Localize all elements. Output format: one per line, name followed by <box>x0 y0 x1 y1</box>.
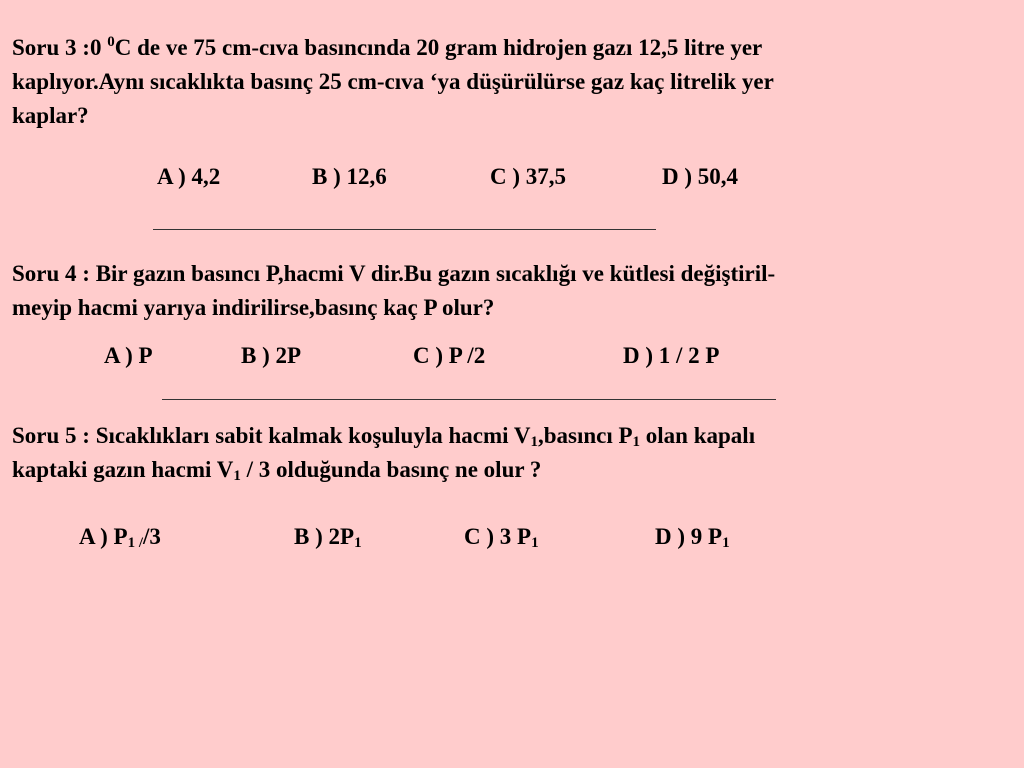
option-d[interactable]: D ) 1 / 2 P <box>623 343 720 368</box>
subscript: 1 <box>722 535 730 551</box>
option-d[interactable] <box>655 522 730 552</box>
option-b[interactable]: B ) 2P <box>241 343 302 368</box>
question-5-text-1b: ,basıncı P <box>537 423 633 448</box>
question-5-text-2a: kaptaki gazın hacmi V <box>12 457 234 482</box>
option-a[interactable]: A ) P <box>104 343 153 368</box>
question-4 <box>12 257 1012 325</box>
option-b[interactable]: B ) 12,6 <box>312 164 387 189</box>
option-a-text: A ) P <box>79 524 128 549</box>
option-d[interactable]: D ) 50,4 <box>662 164 739 189</box>
subscript: 1 <box>354 535 362 551</box>
subscript: 1 <box>531 535 539 551</box>
question-4-line-2: meyip hacmi yarıya indirilirse,basınç kaç P olur? <box>12 295 495 320</box>
question-3-line-2: kaplıyor.Aynı sıcaklıkta basınç 25 cm-cıva ‘ya düşürülürse gaz kaç litrelik yer <box>12 69 774 94</box>
option-b-text: B ) 2P <box>294 524 355 549</box>
option-c[interactable]: C ) 37,5 <box>490 164 567 189</box>
question-5-text-2b: / 3 olduğunda basınç ne olur ? <box>240 457 542 482</box>
question-5-line-2 <box>12 453 1012 487</box>
question-5-text-1a: Soru 5 : Sıcaklıkları sabit kalmak koşuluyla hacmi V <box>12 423 531 448</box>
option-c[interactable] <box>464 522 539 552</box>
subscript: 1 <box>632 434 641 450</box>
question-5-line-1 <box>12 419 1012 453</box>
question-3 <box>12 31 1012 133</box>
question-5 <box>12 419 1012 487</box>
divider-1 <box>153 229 656 230</box>
subscript: 1 <box>233 468 241 484</box>
question-3-text-1: C de ve 75 cm-cıva basıncında 20 gram hidrojen gazı 12,5 litre yer <box>114 35 763 60</box>
question-3-prefix: Soru 3 :0 <box>12 35 108 60</box>
option-b[interactable] <box>294 522 362 552</box>
question-3-line-3: kaplar? <box>12 103 89 128</box>
degree-superscript: 0 <box>107 34 115 50</box>
option-a[interactable] <box>79 522 161 552</box>
question-4-line-1: Soru 4 : Bir gazın basıncı P,hacmi V dir.Bu gazın sıcaklığı ve kütlesi değiştiril- <box>12 261 776 286</box>
divider-2 <box>162 399 776 400</box>
option-a[interactable]: A ) 4,2 <box>157 164 221 189</box>
option-c[interactable]: C ) P /2 <box>413 343 486 368</box>
option-d-text: D ) 9 P <box>655 524 723 549</box>
subscript: 1 <box>530 434 538 450</box>
subscript: 1 / <box>127 535 143 551</box>
question-3-line-1 <box>12 31 1012 65</box>
question-5-text-1c: olan kapalı <box>640 423 756 448</box>
option-c-text: C ) 3 P <box>464 524 532 549</box>
option-a-suffix: /3 <box>142 524 161 549</box>
